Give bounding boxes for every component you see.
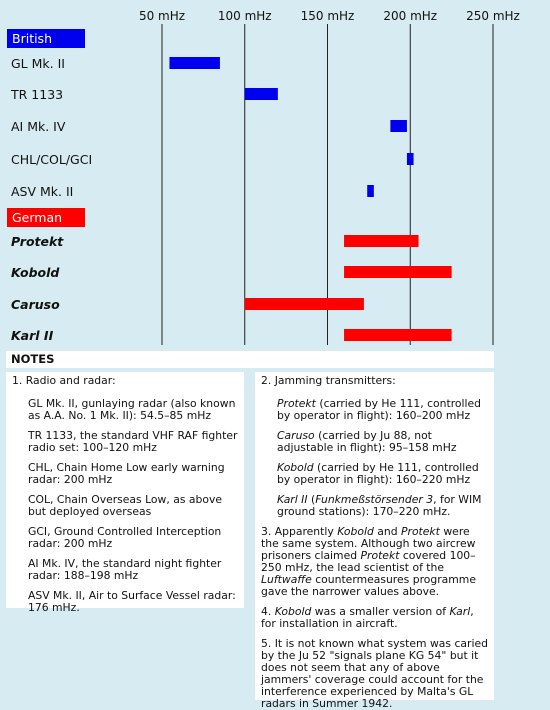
row-label: ASV Mk. II [11, 184, 74, 199]
karl-fs: Funkmeßstörsender 3 [315, 493, 434, 506]
bar-gl-mk-ii [169, 57, 219, 69]
note-col: COL, Chain Overseas Low, as above but deployed overseas [28, 493, 223, 518]
notes-header: NOTES [6, 351, 494, 368]
row-label: Karl II [11, 328, 54, 343]
karl-post: , for WIM ground stations): 170–220 mHz. [277, 493, 482, 518]
x-tick-label: 50 mHz [138, 9, 186, 23]
row-label: Kobold [11, 265, 60, 280]
bar-karl-ii [344, 329, 452, 341]
x-tick-label: 100 mHz [217, 9, 272, 23]
row-label: CHL/COL/GCI [11, 152, 93, 167]
notes-radio-radar [6, 372, 244, 614]
note-gl: GL Mk. II, gunlaying radar (also known as A.A. No. 1 Mk. II): 54.5–85 mHz [28, 397, 236, 422]
protekt-name: Protekt [277, 397, 316, 410]
note-1-heading: 1. Radio and radar: [12, 374, 116, 387]
n3-a: 3. Apparently [261, 525, 338, 538]
caruso-text: (carried by Ju 88, not adjustable in flight): 95–158 mHz [277, 429, 457, 454]
note-3 [261, 526, 488, 598]
protekt-text: (carried by He 111, controlled by operator in flight): 160–200 mHz [277, 397, 481, 422]
bar-asv-mk-ii [367, 185, 374, 197]
note-4 [261, 606, 488, 630]
kobold-name: Kobold [277, 461, 314, 474]
bar-kobold [344, 266, 452, 278]
n4-b: was a smaller version of [311, 605, 450, 618]
row-label: TR 1133 [11, 87, 64, 102]
note-protekt [277, 398, 488, 422]
x-tick-label: 250 mHz [466, 9, 520, 23]
n3-luftwaffe: Luftwaffe [261, 573, 312, 586]
bar-chl-col-gci [407, 153, 414, 165]
n3-e: countermeasures programme gave the narrower values above. [261, 573, 476, 598]
n3-d: covered 100–250 mHz, the lead scientist of the [261, 549, 476, 574]
n4-karl: Karl [449, 605, 471, 618]
note-caruso [277, 430, 488, 454]
x-tick-label: 150 mHz [300, 9, 355, 23]
n3-protekt: Protekt [401, 525, 440, 538]
n3-kobold: Kobold [337, 525, 374, 538]
karl-name: Karl II [277, 493, 308, 506]
n3-b: and [373, 525, 401, 538]
bar-caruso [245, 298, 364, 310]
grid-lines [162, 24, 493, 345]
row-label: Caruso [11, 297, 60, 312]
group-label: British [12, 31, 52, 46]
row-label: AI Mk. IV [11, 119, 66, 134]
bar-tr-1133 [245, 88, 278, 100]
note-chl: CHL, Chain Home Low early warning radar: 200 mHz [28, 461, 225, 486]
n4-kobold: Kobold [274, 605, 312, 618]
note-asv: ASV Mk. II, Air to Surface Vessel radar: 176 mHz. [28, 589, 236, 614]
frequency-chart [0, 0, 550, 345]
note-tr1133: TR 1133, the standard VHF RAF fighter radio set: 100–120 mHz [28, 429, 238, 454]
caruso-name: Caruso [277, 429, 315, 442]
row-label: GL Mk. II [11, 56, 65, 71]
notes-jamming [255, 372, 494, 710]
row-label: Protekt [11, 234, 64, 249]
note-karl [277, 494, 488, 518]
bar-ai-mk-iv [390, 120, 407, 132]
note-5: 5. It is not known what system was caried by the Ju 52 "signals plane KG 54" but it does not seem that any of above jammers' coverage could account for the interference experienced by Malta's GL radars in Summer 1942. [261, 637, 488, 710]
x-axis-ticks [139, 9, 520, 23]
note-ai: AI Mk. IV, the standard night fighter radar: 188–198 mHz [28, 557, 222, 582]
group-label: German [12, 210, 63, 225]
n3-protekt2: Protekt [360, 549, 400, 562]
chart-rows [7, 29, 452, 343]
bar-protekt [344, 235, 418, 247]
karl-pre: ( [307, 493, 316, 506]
note-kobold [277, 462, 488, 486]
x-tick-label: 200 mHz [383, 9, 438, 23]
kobold-text: (carried by He 111, controlled by operator in flight): 160–220 mHz [277, 461, 479, 486]
note-gci: GCI, Ground Controlled Interception radar: 200 mHz [28, 525, 222, 550]
n4-a: 4. [261, 605, 275, 618]
n4-c: , for installation in aircraft. [261, 605, 474, 630]
n3-c: were the same system. Although two aircrew prisoners claimed [261, 525, 476, 562]
note-2-heading: 2. Jamming transmitters: [261, 374, 396, 387]
